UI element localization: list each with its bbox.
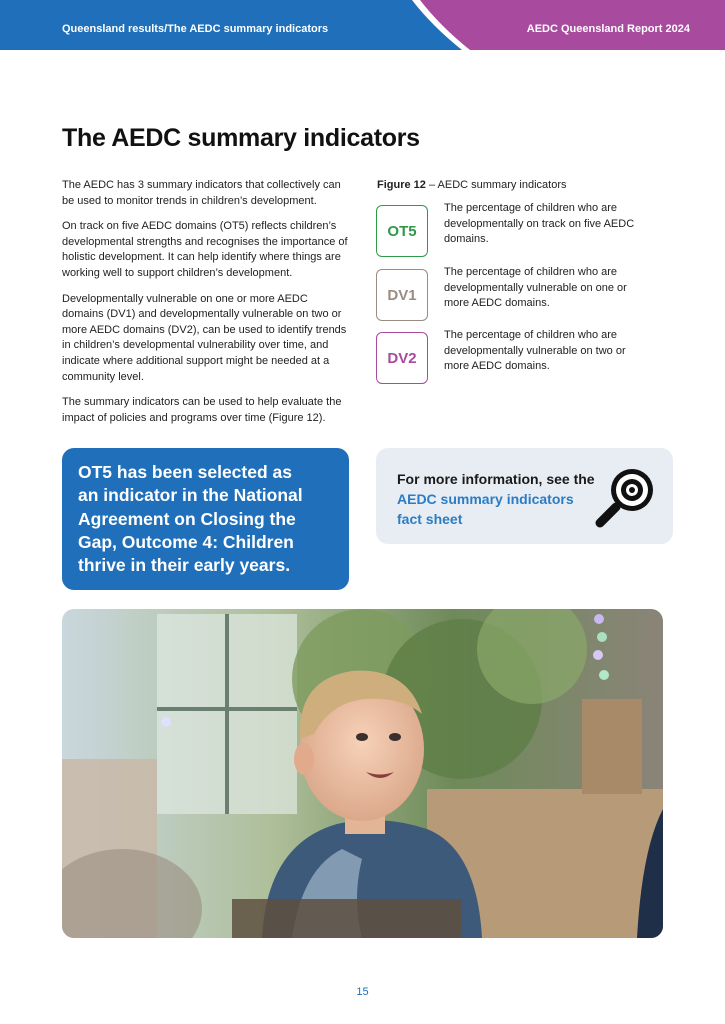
page-header <box>0 0 725 50</box>
magnifying-glass-icon <box>590 463 660 533</box>
more-information-prefix: For more information, see the <box>397 471 595 487</box>
callout-line: an indicator in the National <box>78 485 303 506</box>
more-information-text <box>397 469 597 529</box>
body-paragraph: The AEDC has 3 summary indicators that collectively can be used to monitor trends in children’s development. <box>62 179 341 207</box>
indicator-dv1 <box>376 266 676 323</box>
indicator-description: The percentage of children who are developmentally vulnerable on two or more AEDC domains. <box>444 329 626 373</box>
body-paragraph: Developmentally vulnerable on one or more AEDC domains (DV1) and developmentally vulnerable on two or more AEDC domains (DV2), can be used to identify trends in children’s developmental vulnerability over time, and indicate where additional support might be needed at a community level. <box>62 292 347 383</box>
figure-label: Figure 12 <box>377 179 426 191</box>
figure-caption <box>377 179 567 191</box>
callout-line: Gap, Outcome 4: Children <box>78 531 294 552</box>
child-photo-illustration <box>62 609 663 938</box>
header-report-title: AEDC Queensland Report 2024 <box>526 23 690 35</box>
page-number: 15 <box>356 986 369 998</box>
indicator-description: The percentage of children who are developmentally on track on five AEDC domains. <box>444 202 635 246</box>
child-photo <box>62 609 663 938</box>
indicator-badge: DV1 <box>376 269 428 321</box>
indicator-badge: DV2 <box>376 332 428 384</box>
indicator-description: The percentage of children who are developmentally vulnerable on one or more AEDC domains. <box>444 266 627 310</box>
callout-line: Agreement on Closing the <box>78 508 296 529</box>
header-breadcrumb: Queensland results/The AEDC summary indicators <box>62 23 329 35</box>
indicator-ot5 <box>376 202 676 259</box>
more-information-callout <box>376 448 673 544</box>
closing-the-gap-callout <box>62 448 349 590</box>
callout-line: OT5 has been selected as <box>78 462 292 482</box>
body-paragraph: The summary indicators can be used to help evaluate the impact of policies and programs over time (Figure 12). <box>62 396 342 424</box>
indicator-dv2 <box>376 329 676 386</box>
callout-line: thrive in their early years. <box>78 555 291 576</box>
figure-caption-text: – AEDC summary indicators <box>425 179 567 191</box>
fact-sheet-link[interactable]: AEDC summary indicators fact sheet <box>397 491 574 527</box>
body-paragraph: On track on five AEDC domains (OT5) reflects children’s developmental strengths and recognises the importance of holistic development. It can help identify where things are working well to support children’s development. <box>62 220 348 279</box>
page-title: The AEDC summary indicators <box>62 124 420 152</box>
indicator-badge: OT5 <box>376 205 428 257</box>
body-text <box>62 178 352 436</box>
